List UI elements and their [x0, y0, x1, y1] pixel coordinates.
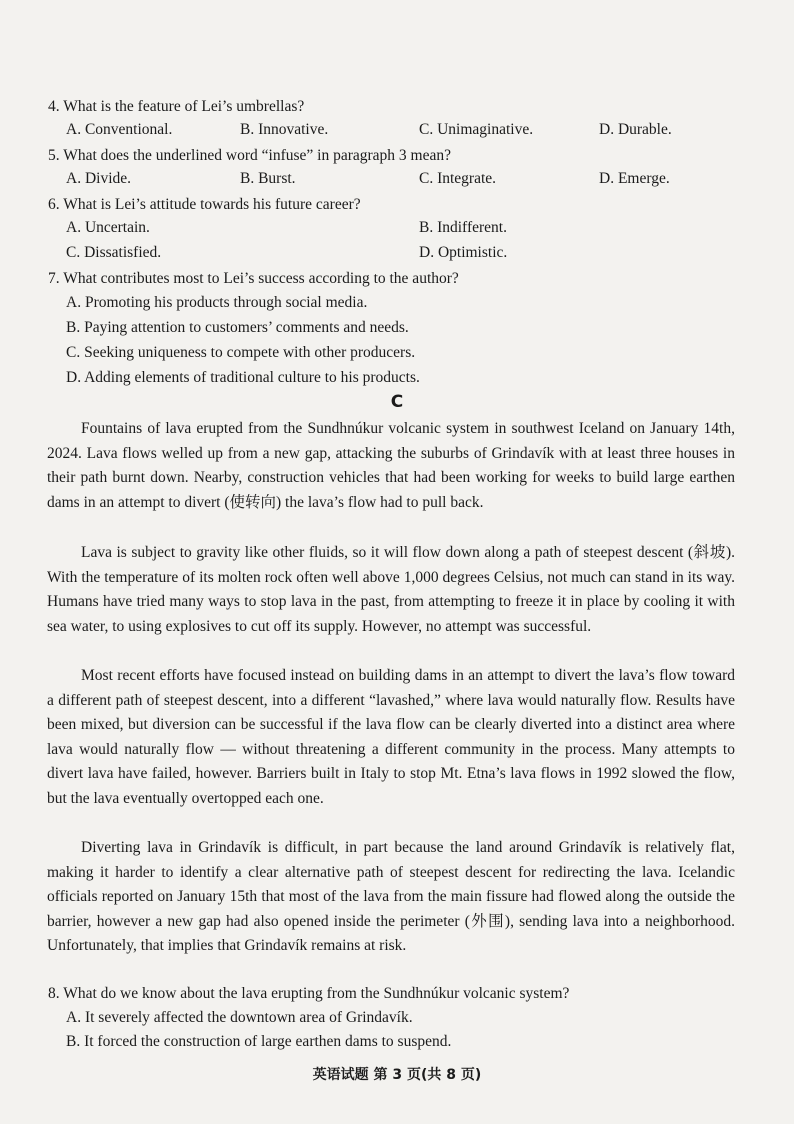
question-5-options: [66, 170, 766, 190]
question-6-option-a: A. Uncertain.: [66, 219, 150, 236]
question-5-stem: 5. What does the underlined word “infuse” in paragraph 3 mean?: [48, 147, 451, 164]
question-5-option-b: B. Burst.: [240, 170, 296, 187]
question-8-option-b: B. It forced the construction of large earthen dams to suspend.: [66, 1033, 452, 1050]
section-c-heading: C: [390, 392, 404, 412]
question-4-options: [66, 121, 766, 141]
question-6-option-b: B. Indifferent.: [419, 219, 507, 236]
question-7-option-a: A. Promoting his products through social media.: [66, 294, 368, 311]
question-6-options-row1: [66, 219, 766, 239]
question-6-options-row2: [66, 244, 766, 264]
question-5-option-d: D. Emerge.: [599, 170, 670, 187]
question-6-stem: 6. What is Lei’s attitude towards his future career?: [48, 196, 361, 213]
passage-paragraph-1: Fountains of lava erupted from the Sundhnúkur volcanic system in southwest Iceland on January 14th, 2024. Lava flows welled up from a new gap, attacking the suburbs of Grindavík with at least three houses in their path burnt down. Nearby, construction vehicles that had been working for weeks to build large earthen dams in an attempt to divert (使转向) the lava’s flow had to pull back.: [47, 420, 735, 511]
question-4-stem: 4. What is the feature of Lei’s umbrellas?: [48, 98, 305, 115]
question-8-stem: 8. What do we know about the lava erupting from the Sundhnúkur volcanic system?: [48, 985, 570, 1002]
question-5-option-a: A. Divide.: [66, 170, 132, 187]
question-7-option-b: B. Paying attention to customers’ comments and needs.: [66, 319, 409, 336]
question-6-option-d: D. Optimistic.: [419, 244, 508, 261]
question-4-option-a: A. Conventional.: [66, 121, 173, 138]
question-7-option-c: C. Seeking uniqueness to compete with other producers.: [66, 344, 416, 361]
passage-paragraph-2: Lava is subject to gravity like other fluids, so it will flow down along a path of steepest descent (斜坡). With the temperature of its molten rock often well above 1,000 degrees Celsius, not much can stand in its way. Humans have tried many ways to stop lava in the past, from attempting to freeze it in place by cooling it with sea water, to using explosives to cut off its supply. However, no attempt was successful.: [47, 544, 735, 635]
question-4-option-b: B. Innovative.: [240, 121, 329, 138]
passage-paragraph-4: Diverting lava in Grindavík is difficult, in part because the land around Grindavík is relatively flat, making it harder to identify a clear alternative path of steepest descent for redirecting the lava. Icelandic officials reported on January 15th that most of the lava from the main fissure had flowed along the outside the barrier, however a new gap had also opened inside the perimeter (外围), sending lava into a neighborhood. Unfortunately, that implies that Grindavík remains at risk.: [47, 839, 735, 955]
question-5-option-c: C. Integrate.: [419, 170, 497, 187]
question-4-option-c: C. Unimaginative.: [419, 121, 534, 138]
question-8-option-a: A. It severely affected the downtown area of Grindavík.: [66, 1009, 413, 1026]
passage-paragraph-3: Most recent efforts have focused instead on building dams in an attempt to divert the lava’s flow toward a different path of steepest descent, into a different “lavashed,” where lava would naturally flow. Results have been mixed, but diversion can be successful if the lava flow can be clearly diverted into a distinct area where lava would naturally flow — without threatening a different community in the process. Many attempts to divert lava have failed, however. Barriers built in Italy to stop Mt. Etna’s lava flows in 1992 slowed the flow, but the lava eventually overtopped each one.: [47, 667, 735, 807]
question-7-option-d: D. Adding elements of traditional culture to his products.: [66, 369, 420, 386]
page-footer: 英语试题 第 3 页(共 8 页): [312, 1067, 482, 1083]
question-4-option-d: D. Durable.: [599, 121, 672, 138]
question-6-option-c: C. Dissatisfied.: [66, 244, 162, 261]
question-7-stem: 7. What contributes most to Lei’s success according to the author?: [48, 270, 459, 287]
